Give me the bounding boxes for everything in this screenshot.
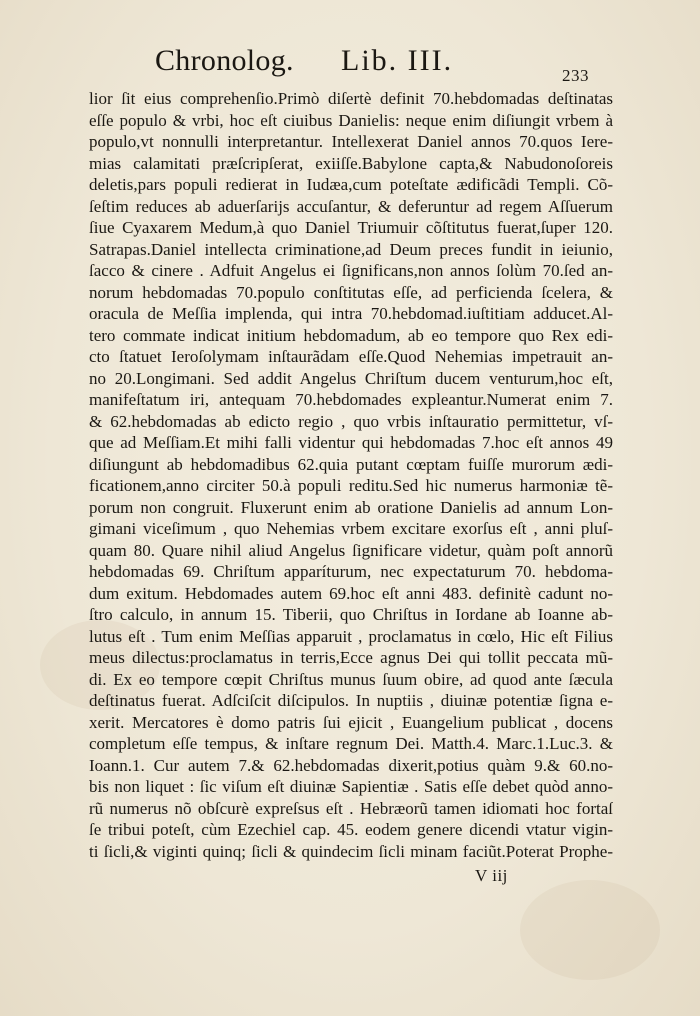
text-line: manifeſtatum iri, antequam 70.hebdomades expleantur.Numerat enim 7. bbox=[89, 390, 613, 409]
text-line: mias calamitati præſcripſerat, exiiſſe.Babylone capta,& Nabudonoſoreis bbox=[89, 153, 613, 173]
body-text bbox=[89, 88, 613, 862]
text-line: no 20.Longimani. Sed addit Angelus Chriſtum ducem venturum,hoc eſt, bbox=[89, 368, 613, 388]
running-head bbox=[155, 44, 475, 84]
text-line: meus dilectus:proclamatus in terris,Ecce agnus Dei qui tollit peccata mũ- bbox=[89, 648, 613, 667]
text-line: cto ſtatuet Ieroſolymam inſtaurãdam eſſe.Quod Nehemias impetrauit an- bbox=[89, 347, 613, 366]
text-line: bis non liquet : ſic viſum eſt diuinæ Sapientiæ . Satis eſſe debet quòd anno- bbox=[89, 777, 613, 796]
text-line: Ioann.1. Cur autem 7.& 62.hebdomadas dixerit,potius quàm 9.& 60.no- bbox=[89, 755, 613, 775]
page-number: 233 bbox=[562, 66, 589, 85]
text-line: hebdomadas 69. Chriſtum apparíturum, nec expectaturum 70. hebdoma- bbox=[89, 562, 613, 581]
text-line: gimani viceſimum , quo Nehemias vrbem excitare exorſus eſt , anni pluſ- bbox=[89, 519, 613, 538]
text-line: oracula de Meſſia implenda, qui intra 70.hebdomad.iuſtitiam adducet.Al- bbox=[89, 304, 613, 323]
text-line: dum exitum. Hebdomades autem 69.hoc eſt anni 483. definitè cadunt no- bbox=[89, 583, 613, 603]
text-line: ſeſtim reduces ab aduerſarijs accuſantur, & deferuntur ad regem Aſſuerum bbox=[89, 196, 613, 216]
text-line: populo,vt nonnulli interpretantur. Intellexerat Daniel annos 70.quos Iere- bbox=[89, 132, 613, 151]
text-line: ſtro calculo, in annum 15. Tiberii, quo Chriſtus in Iordane ab Ioanne ab- bbox=[89, 605, 613, 624]
text-line: que ad Meſſiam.Et mihi falli videntur qui hebdomadas 7.hoc eſt annos 49 bbox=[89, 433, 613, 452]
text-line: ti ſicli,& viginti quinq; ſicli & quindecim ſicli minam faciũt.Poterat Prophe- bbox=[89, 841, 613, 861]
text-line: tero commate indicat initium hebdomadum, ab eo tempore quo Rex edi- bbox=[89, 325, 613, 345]
signature-mark: V iij bbox=[475, 866, 508, 885]
text-line: ſiue Cyaxarem Medum,à quo Daniel Triumuir cõſtitutus fuerat,ſuper 120. bbox=[89, 218, 613, 237]
text-line: & 62.hebdomadas ab edicto regio , quo vrbis inſtauratio permittetur, vſ- bbox=[89, 411, 613, 431]
text-line: completum eſſe tempus, & inſtare regnum Dei. Matth.4. Marc.1.Luc.3. & bbox=[89, 734, 613, 753]
text-line: eſſe populo & vrbi, hoc eſt ciuibus Danielis: neque enim diſiungit vrbem à bbox=[89, 110, 613, 130]
text-line: xerit. Mercatores è domo patris ſui ejicit , Euangelium publicat , docens bbox=[89, 712, 613, 732]
text-line: ſacco & cinere . Adfuit Angelus ei ſignificans,non annos ſolùm 70.ſed an- bbox=[89, 261, 613, 280]
paper-stain bbox=[520, 880, 660, 980]
text-line: Satrapas.Daniel intellecta criminatione,ad Deum preces fundit in ieiunio, bbox=[89, 239, 613, 259]
text-line: porum non congruit. Fluxerunt enim ab oratione Danielis ad annum Lon- bbox=[89, 497, 613, 517]
text-line: di. Ex eo tempore cœpit Chriſtus munus ſuum obire, ad quod ante ſæcula bbox=[89, 669, 613, 689]
running-head-book: Lib. III. bbox=[341, 44, 454, 77]
text-line: ficationem,anno circiter 50.à populi reditu.Sed hic numerus harmoniæ tẽ- bbox=[89, 476, 613, 495]
running-head-title: Chronolog. bbox=[155, 44, 294, 77]
text-line: lutus eſt . Tum enim Meſſias apparuit , proclamatus in cœlo, Hic eſt Filius bbox=[89, 626, 613, 646]
text-line: quam 80. Quare nihil aliud Angelus ſignificare videtur, quàm poſt annorũ bbox=[89, 540, 613, 560]
text-line: norum hebdomadas 70.populo conſtitutas eſſe, ad perficienda ſcelera, & bbox=[89, 282, 613, 302]
text-line: rũ numerus nõ obſcurè expreſsus eſt . Hebræorũ tamen idiomati hoc fortaſ bbox=[89, 798, 613, 818]
text-line: lior ſit eius comprehenſio.Primò diſertè definit 70.hebdomadas deſtinatas bbox=[89, 89, 613, 108]
text-line: deſtinatus fuerat. Adſciſcit diſcipulos. In nuptiis , diuinæ potentiæ ſigna e- bbox=[89, 691, 613, 710]
text-line: diſiungunt ab hebdomadibus 62.quia putant cœptam fuiſſe murorum ædi- bbox=[89, 454, 613, 474]
text-line: deletis,pars populi redierat in Iudæa,cum poteſtate ædificãdi Templi. Cõ- bbox=[89, 175, 613, 194]
text-line: ſe tribui poteſt, cùm Ezechiel cap. 45. eodem genere dicendi vtatur vigin- bbox=[89, 820, 613, 839]
